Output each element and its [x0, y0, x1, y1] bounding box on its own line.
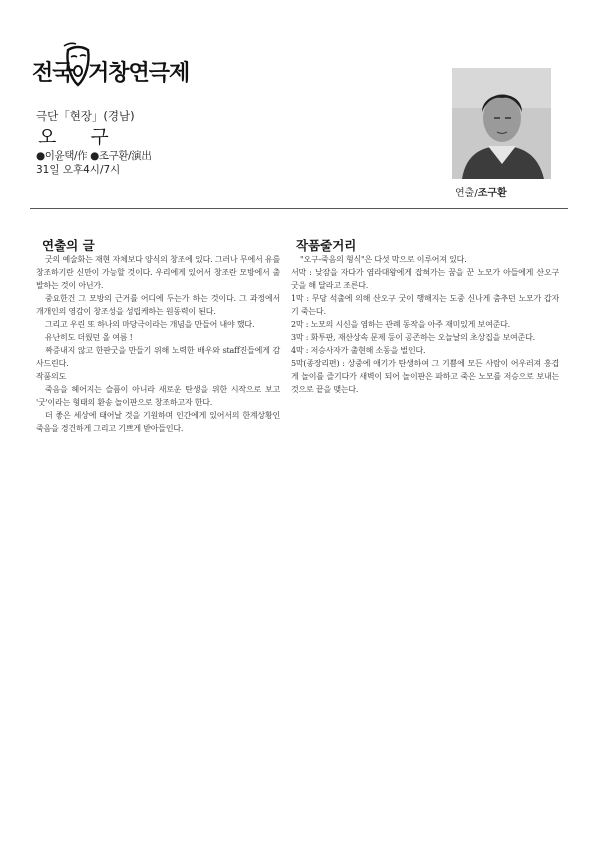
directors-note-body — [36, 253, 280, 435]
photo-caption — [455, 184, 507, 199]
director-photo — [452, 68, 551, 179]
synopsis-item: 서막 : 낮잠을 자다가 염라대왕에게 잡혀가는 꿈을 꾼 노모가 아들에게 산오구 굿을 해 달라고 조른다. — [291, 268, 559, 290]
synopsis-item: 2막 : 노모의 시신을 염하는 관례 동작을 아주 재미있게 보여준다. — [291, 320, 511, 329]
note-paragraph: 그리고 우린 또 하나의 마당극이라는 개념을 만들어 내야 했다. — [45, 320, 255, 329]
synopsis-intro: "오구-죽음의 형식"은 다섯 막으로 이루어져 있다. — [300, 255, 467, 264]
note-paragraph: 죽음을 헤어지는 슬픔이 아니라 새로운 탄생을 위한 시작으로 보고 '굿'이라는 형태의 환송 놀이판으로 창조하고자 한다. — [36, 385, 280, 407]
caption-name: 조구환 — [477, 188, 507, 199]
synopsis-heading: 작품줄거리 — [296, 238, 357, 253]
logo-text-right: 거창연극제 — [88, 61, 190, 86]
note-paragraph: 짜증내지 않고 한판굿을 만들기 위해 노력한 배우와 staff진들에게 감사드린다. — [36, 346, 280, 368]
synopsis-item: 4막 : 저승사자가 출현해 소동을 벌인다. — [291, 346, 426, 355]
note-paragraph: 더 좋은 세상에 태어날 것을 기원하며 인간에게 있어서의 한계상황인 죽음을 경건하게 그리고 기쁘게 받아들인다. — [36, 411, 280, 433]
festival-logo — [30, 42, 190, 94]
caption-role: 연출/ — [455, 188, 478, 199]
section-divider — [30, 208, 568, 209]
director-portrait-image — [452, 68, 551, 179]
synopsis-item: 3막 : 화투판, 재산상속 문제 등이 공존하는 오늘날의 초상집을 보여준다. — [291, 333, 535, 342]
synopsis-item: 5막(종장리편) : 상중에 애기가 탄생하여 그 기쁨에 모든 사람이 어우러져 흥겹게 놀이를 즐기다가 새벽이 되어 놀이판은 파하고 죽은 노모를 저승으로 보내는 것으로 끝을 맺는다. — [291, 359, 559, 394]
troupe-name: 극단「현장」(경남) — [36, 109, 135, 123]
note-paragraph: 유난히도 더웠던 올 여름 ! — [45, 333, 133, 342]
synopsis-body — [291, 253, 559, 396]
schedule-line: 31일 오후4시/7시 — [36, 164, 121, 176]
intent-subheading: 작품의도 — [36, 372, 67, 381]
directors-note-heading: 연출의 글 — [42, 238, 95, 253]
play-title: 오 구 — [38, 126, 123, 148]
note-paragraph: 중요한건 그 모방의 근거를 어디에 두는가 하는 것이다. 그 과정에서 개개인의 영감이 창조성을 성립케하는 원동력이 된다. — [36, 294, 280, 316]
note-paragraph: 굿의 예술화는 재현 자체보다 양식의 창조에 있다. 그러나 무에서 유를 창조하기란 신만이 가능할 것이다. 우리에게 있어서 창조란 모방에서 출발하는 것이 아닌가. — [36, 255, 280, 290]
credits-line: ●이윤택/作 ●조구환/演出 — [36, 150, 152, 162]
synopsis-item: 1막 : 무당 석출에 의해 산오구 굿이 행해지는 도중 신나게 춤추던 노모가 갑자기 죽는다. — [291, 294, 559, 316]
logo-text-left: 전국 — [32, 61, 73, 86]
